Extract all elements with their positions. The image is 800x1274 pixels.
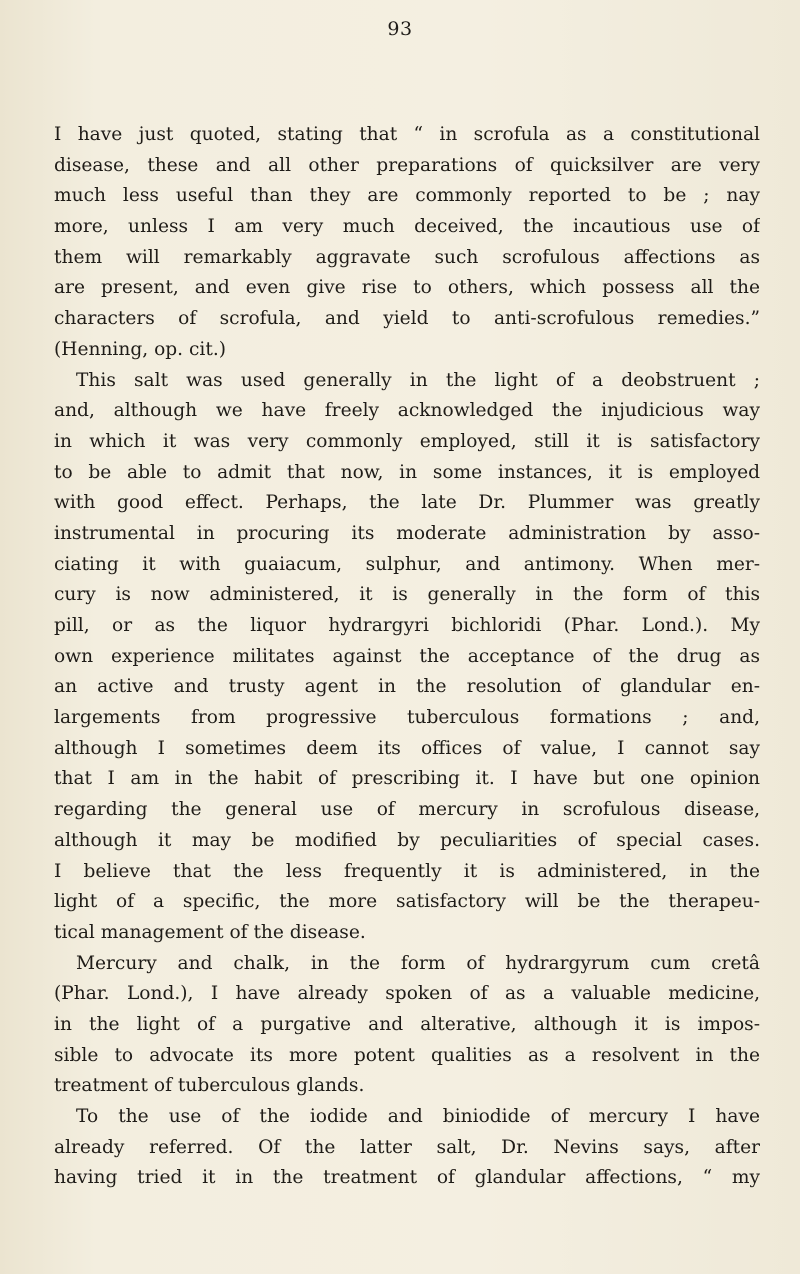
- text-line: are present, and even give rise to others, which possess all the: [54, 277, 760, 299]
- text-line: treatment of tuberculous glands.: [54, 1075, 365, 1097]
- text-line: characters of scrofula, and yield to anti-scrofulous remedies.”: [54, 308, 760, 330]
- text-line: although it may be modified by peculiarities of special cases.: [54, 829, 760, 851]
- text-line: I have just quoted, stating that “ in scrofula as a constitutional: [54, 124, 760, 145]
- text-line: already referred. Of the latter salt, Dr. Nevins says, after: [54, 1136, 760, 1158]
- text-line: sible to advocate its more potent qualities as a resolvent in the: [54, 1044, 760, 1066]
- text-line: having tried it in the treatment of glandular affections, “ my: [54, 1167, 760, 1189]
- text-line: much less useful than they are commonly reported to be ; nay: [54, 185, 760, 207]
- text-line: an active and trusty agent in the resolution of glandular en-: [54, 676, 760, 698]
- text-line: (Henning, op. cit.): [54, 338, 226, 360]
- text-line: more, unless I am very much deceived, the incautious use of: [54, 216, 760, 238]
- text-line: largements from progressive tuberculous formations ; and,: [54, 707, 760, 729]
- text-line: This salt was used generally in the light of a deobstruent ;: [76, 369, 760, 391]
- text-line: in which it was very commonly employed, still it is satisfactory: [54, 430, 760, 452]
- text-line: pill, or as the liquor hydrargyri bichloridi (Phar. Lond.). My: [54, 615, 760, 636]
- text-line: with good effect. Perhaps, the late Dr. Plummer was greatly: [54, 492, 760, 514]
- text-line: own experience militates against the acceptance of the drug as: [54, 645, 760, 667]
- body-text: [54, 120, 760, 1194]
- text-line: tical management of the disease.: [54, 921, 366, 943]
- text-line: regarding the general use of mercury in scrofulous disease,: [54, 799, 760, 821]
- text-line: I believe that the less frequently it is administered, in the: [54, 860, 760, 882]
- text-line: in the light of a purgative and alterative, although it is impos-: [54, 1013, 760, 1035]
- text-line: and, although we have freely acknowledged the injudicious way: [54, 400, 760, 422]
- text-line: light of a specific, the more satisfactory will be the therapeu-: [54, 891, 760, 913]
- text-line: ciating it with guaiacum, sulphur, and antimony. When mer-: [54, 553, 760, 575]
- text-line: to be able to admit that now, in some instances, it is employed: [54, 461, 760, 483]
- page-number: 93: [387, 18, 413, 40]
- text-line: To the use of the iodide and biniodide of mercury I have: [76, 1106, 760, 1127]
- text-line: them will remarkably aggravate such scrofulous affections as: [54, 246, 760, 268]
- text-line: that I am in the habit of prescribing it. I have but one opinion: [54, 768, 760, 790]
- text-line: disease, these and all other preparations of quicksilver are very: [54, 154, 760, 176]
- text-line: (Phar. Lond.), I have already spoken of as a valuable medicine,: [54, 983, 760, 1005]
- text-line: instrumental in procuring its moderate administration by asso-: [54, 522, 760, 544]
- text-line: cury is now administered, it is generally in the form of this: [54, 584, 760, 606]
- text-line: although I sometimes deem its offices of value, I cannot say: [54, 737, 760, 759]
- text-line: Mercury and chalk, in the form of hydrargyrum cum cretâ: [76, 952, 760, 974]
